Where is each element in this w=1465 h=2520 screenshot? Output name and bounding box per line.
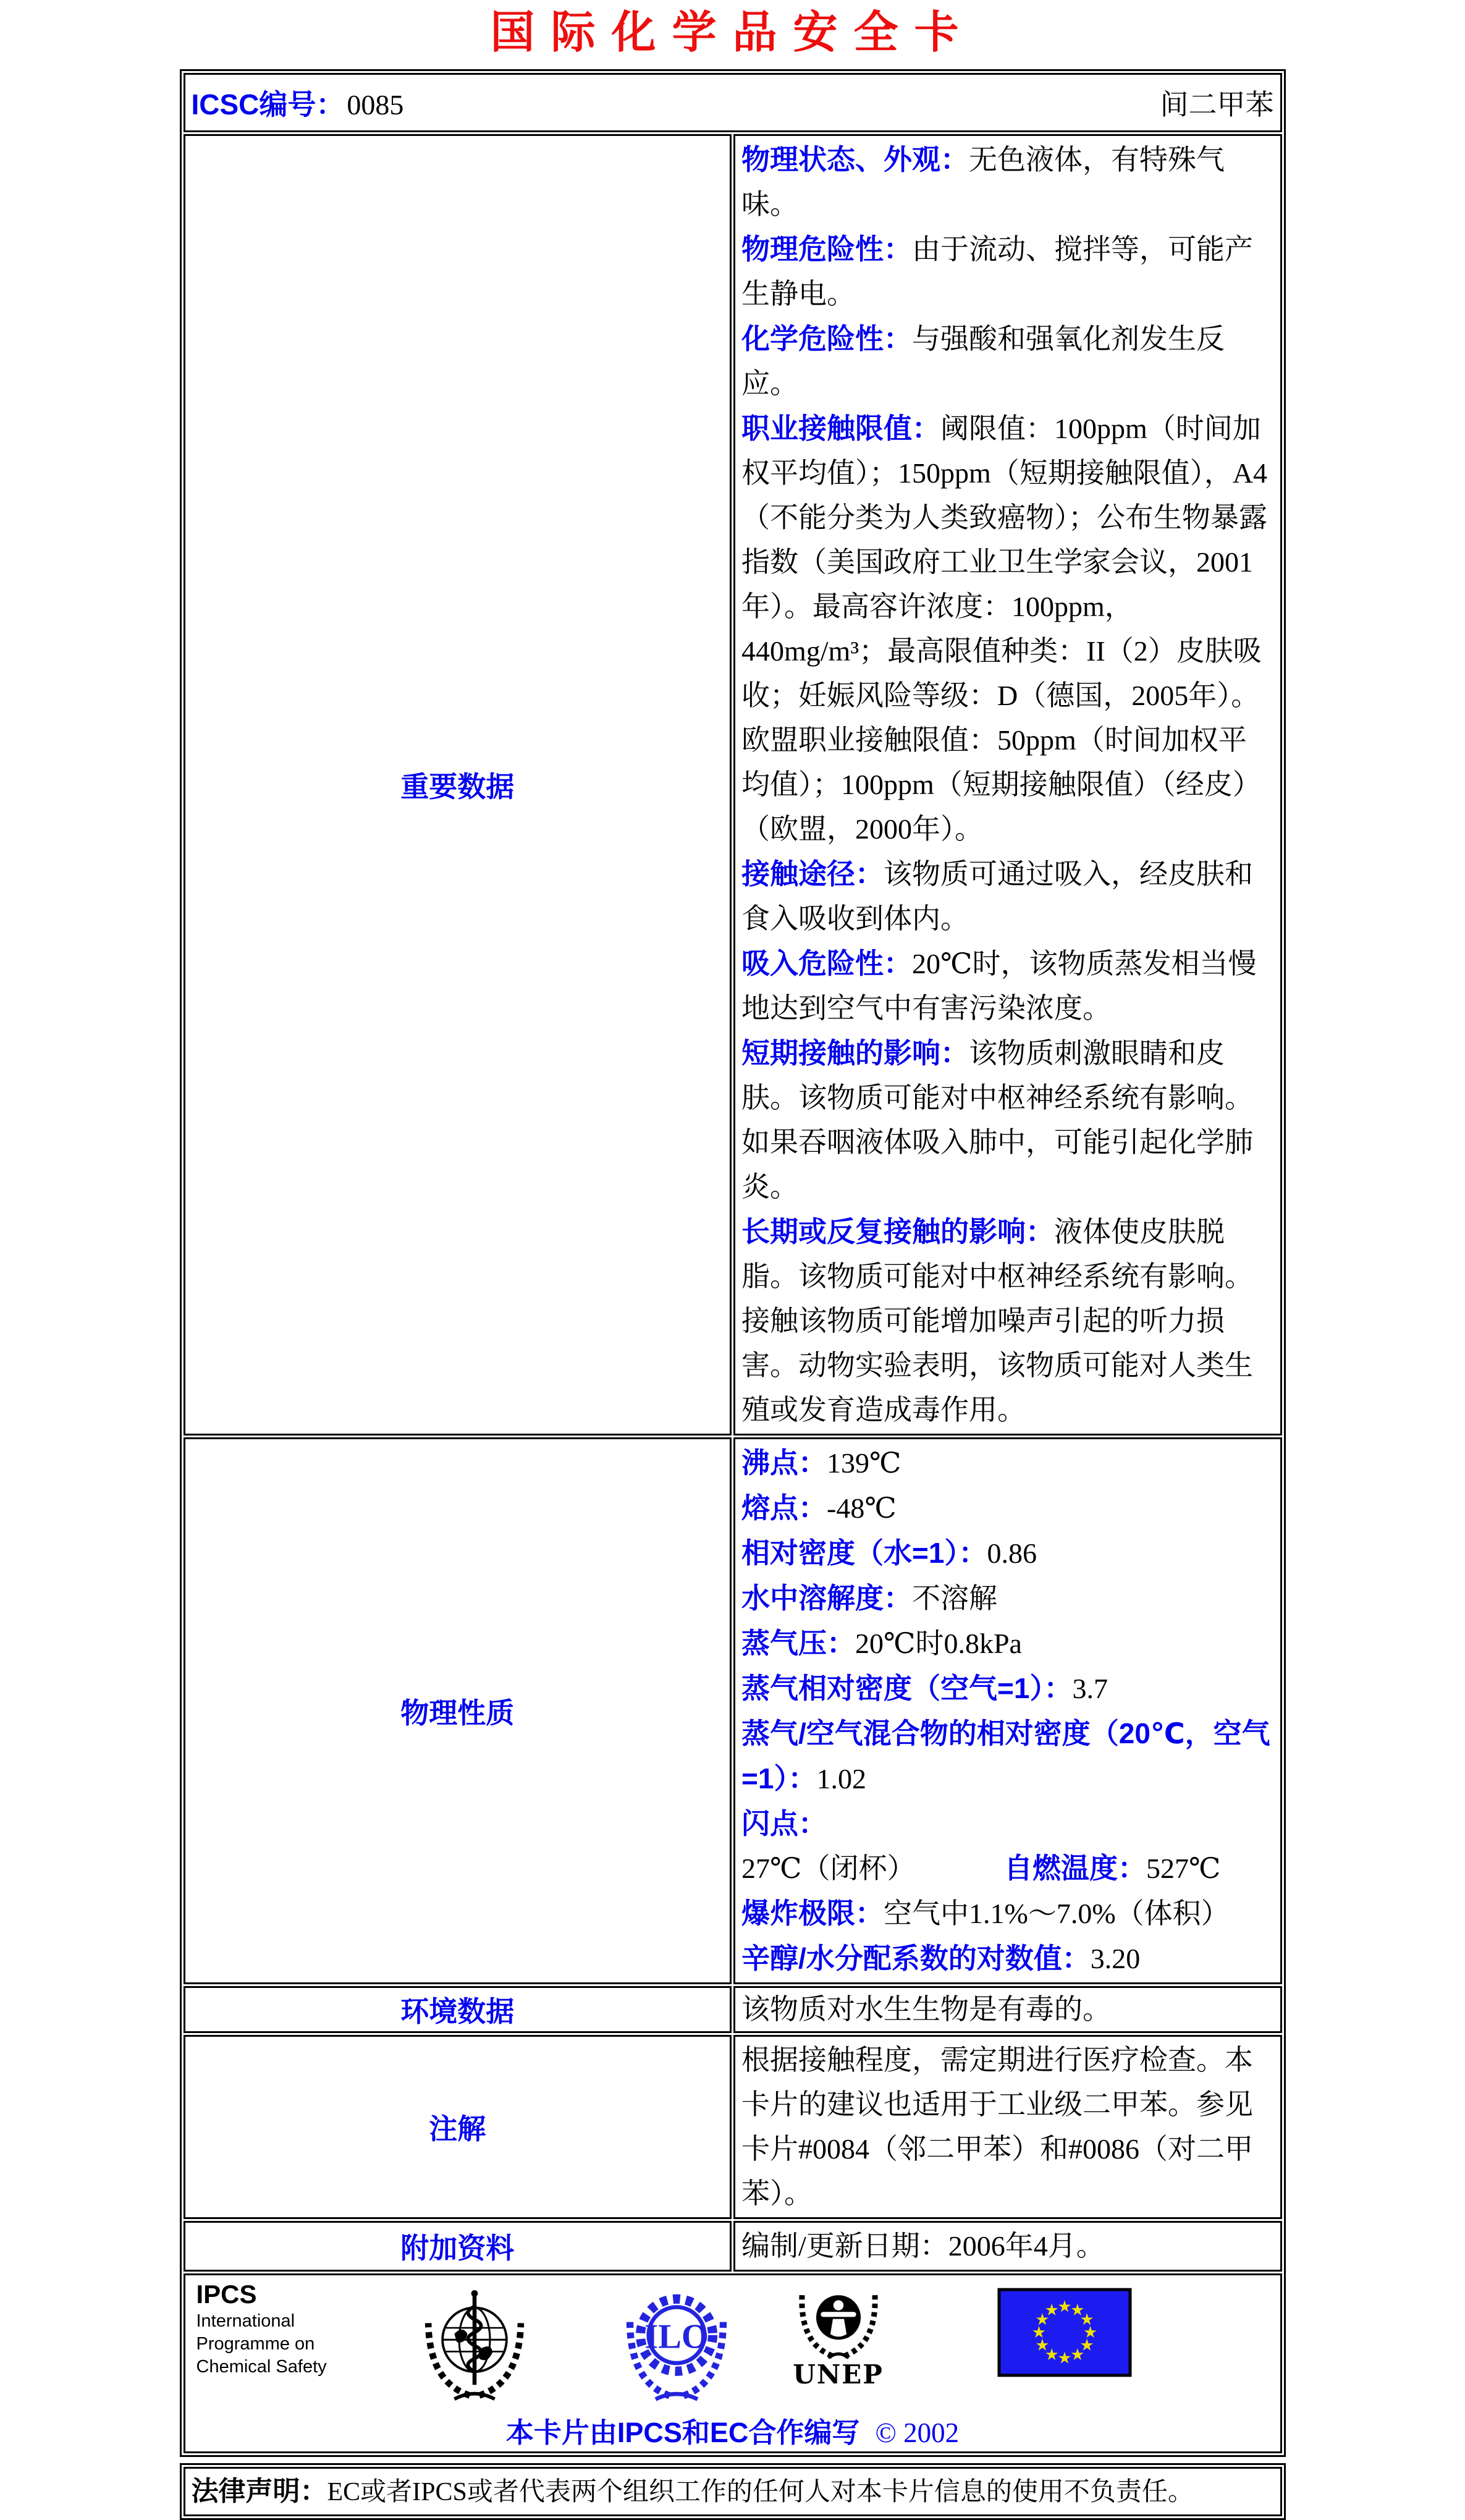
- field-value: 该物质可通过吸入，经皮肤和食入吸收到体内。: [741, 858, 1253, 934]
- eu-flag-icon: [997, 2288, 1132, 2377]
- field-label: 蒸气/空气混合物的相对密度（20℃，空气=1）：: [741, 1717, 1270, 1795]
- field-label: 物理危险性：: [741, 233, 912, 265]
- field-value: 空气中1.1%～7.0%（体积）: [884, 1898, 1230, 1929]
- ipcs-title: IPCS: [196, 2280, 257, 2309]
- page-title: 国际化学品安全卡: [490, 6, 975, 58]
- ilo-logo-text: ILO: [644, 2317, 709, 2356]
- ipcs-subtitle-line: Chemical Safety: [196, 2357, 327, 2377]
- field-value: 27℃（闭杯）: [741, 1853, 916, 1884]
- field-value: 与强酸和强氧化剂发生反应。: [741, 323, 1225, 399]
- additional-info-content: [733, 2221, 1282, 2272]
- field-value: 阈限值：100ppm（时间加权平均值）；150ppm（短期接触限值），A4（不能分类为人类致癌物）；公布生物暴露指数（美国政府工业卫生学家会议，2001年）。最高容许浓度：100ppm，440mg/m³；最高限值种类：II（2）皮肤吸收；妊娠风险等级：D（德国，2005年）。欧盟职业接触限值：50ppm（时间加权平均值）；100ppm（短期接触限值）（经皮）（欧盟，2000年）。: [741, 413, 1267, 845]
- property-line: [741, 1486, 1274, 1531]
- data-line: [741, 137, 1274, 227]
- field-value: 3.20: [1090, 1943, 1141, 1974]
- legal-notice-cell: [184, 2467, 1282, 2516]
- field-value: 139℃: [827, 1447, 901, 1479]
- footer-logos: [192, 2277, 1274, 2406]
- field-label: 短期接触的影响：: [741, 1037, 969, 1069]
- field-value: 该物质刺激眼睛和皮肤。该物质可能对中枢神经系统有影响。如果吞咽液体吸入肺中，可能引起化学肺炎。: [741, 1038, 1253, 1203]
- data-line: [741, 227, 1274, 316]
- icsc-number-group: [192, 82, 404, 123]
- property-line: [741, 1440, 1274, 1486]
- field-label: 爆炸极限：: [741, 1897, 884, 1929]
- icsc-number-value: 0085: [347, 89, 404, 121]
- autoignition-pair: [1004, 1853, 1220, 1884]
- field-label: 自燃温度：: [1004, 1852, 1147, 1884]
- legal-notice-label: 法律声明：: [191, 2476, 327, 2506]
- field-label: 水中溶解度：: [741, 1582, 912, 1614]
- field-label: 蒸气相对密度（空气=1）：: [741, 1672, 1073, 1704]
- ipcs-subtitle-line: International: [196, 2311, 295, 2331]
- notes-content: [733, 2035, 1282, 2219]
- field-label: 吸入危险性：: [741, 947, 912, 979]
- physical-properties-row: [184, 1437, 1282, 1984]
- icsc-page: [0, 6, 1465, 2506]
- property-line: [741, 1576, 1274, 1621]
- environmental-data-content: [733, 1986, 1282, 2033]
- notes-row: [184, 2035, 1282, 2219]
- property-line: [741, 1711, 1274, 1801]
- field-value: 不溶解: [912, 1583, 997, 1614]
- section-label-important-data: 重要数据: [184, 134, 732, 1435]
- field-value: 0.86: [987, 1537, 1037, 1569]
- credit-text: 本卡片由IPCS和EC合作编写: [505, 2417, 860, 2448]
- section-label-environmental-data: 环境数据: [184, 1986, 732, 2033]
- field-label: 蒸气压：: [741, 1627, 855, 1659]
- header-cell: [184, 73, 1282, 132]
- credit-line: [192, 2410, 1274, 2450]
- field-label: 职业接触限值：: [741, 412, 940, 444]
- important-data-row: [184, 134, 1282, 1435]
- field-label: 闪点：: [741, 1808, 827, 1840]
- ipcs-block: [196, 2279, 362, 2378]
- field-label: 熔点：: [741, 1492, 827, 1524]
- data-line: [741, 1031, 1274, 1209]
- field-value: 20℃时，该物质蒸发相当慢地达到空气中有害污染浓度。: [741, 948, 1257, 1024]
- section-label-physical-properties: 物理性质: [184, 1437, 732, 1984]
- header-row: [184, 73, 1282, 132]
- field-value: 20℃时0.8kPa: [855, 1628, 1022, 1659]
- flash-point-pair: [741, 1801, 997, 1891]
- legal-notice-text: EC或者IPCS或者代表两个组织工作的任何人对本卡片信息的使用不负责任。: [327, 2477, 1194, 2506]
- update-date-line: [741, 2224, 1274, 2268]
- important-data-content: [733, 134, 1282, 1435]
- update-date-label: 编制/更新日期：: [741, 2230, 948, 2262]
- icsc-number-label: ICSC编号：: [191, 88, 345, 121]
- field-value: 液体使皮肤脱脂。该物质可能对中枢神经系统有影响。接触该物质可能增加噪声引起的听力损害。动物实验表明，该物质可能对人类生殖或发育造成毒作用。: [741, 1216, 1253, 1426]
- footer-cell: [184, 2273, 1282, 2453]
- unep-logo-icon: [788, 2279, 889, 2360]
- field-label: 辛醇/水分配系数的对数值：: [741, 1942, 1091, 1974]
- field-value: 1.02: [816, 1763, 866, 1795]
- property-line: [741, 1531, 1274, 1576]
- notes-text: 根据接触程度，需定期进行医疗检查。本卡片的建议也适用于工业级二甲苯。参见卡片#0084（邻二甲苯）和#0086（对二甲苯）。: [741, 2044, 1253, 2209]
- field-value: 527℃: [1146, 1853, 1221, 1884]
- property-line: [741, 1891, 1274, 1936]
- copyright-text: © 2002: [875, 2417, 960, 2448]
- field-value: 由于流动、搅拌等，可能产生静电。: [741, 234, 1253, 310]
- update-date-value: 2006年4月。: [948, 2230, 1105, 2262]
- icsc-card-table: [180, 69, 1286, 2457]
- chemical-name: 间二甲苯: [1160, 89, 1274, 121]
- legal-notice-table: [180, 2463, 1286, 2520]
- field-label: 沸点：: [741, 1447, 827, 1479]
- section-label-notes: 注解: [184, 2035, 732, 2219]
- footer-row: [184, 2273, 1282, 2453]
- field-label: 接触途径：: [741, 858, 884, 890]
- field-label: 物理状态、外观：: [741, 143, 969, 175]
- data-line: [741, 1209, 1274, 1432]
- unep-logo-text: UNEP: [793, 2359, 884, 2390]
- property-line: [741, 1936, 1274, 1981]
- field-label: 相对密度（水=1）：: [741, 1537, 987, 1569]
- legal-notice-row: [184, 2467, 1282, 2516]
- additional-info-row: [184, 2221, 1282, 2272]
- field-value: 3.7: [1072, 1673, 1108, 1704]
- environmental-data-text: 该物质对水生生物是有毒的。: [741, 1994, 1111, 2025]
- field-label: 化学危险性：: [741, 323, 912, 355]
- legal-notice-line: [192, 2473, 1274, 2511]
- data-line: [741, 406, 1274, 852]
- data-line: [741, 852, 1274, 941]
- property-line: [741, 1666, 1274, 1711]
- field-value: -48℃: [827, 1492, 897, 1524]
- ipcs-subtitle-line: Programme on: [196, 2334, 315, 2354]
- field-value: 无色液体，有特殊气味。: [741, 144, 1225, 220]
- unep-logo: [786, 2279, 891, 2389]
- environmental-data-row: [184, 1986, 1282, 2033]
- data-line: [741, 316, 1274, 406]
- property-line-flash-auto: [741, 1801, 1274, 1891]
- section-label-additional-info: 附加资料: [184, 2221, 732, 2272]
- data-line: [741, 941, 1274, 1031]
- property-line: [741, 1621, 1274, 1666]
- field-label: 长期或反复接触的影响：: [741, 1216, 1054, 1248]
- who-logo-icon: [415, 2280, 534, 2406]
- ilo-logo-icon: [618, 2281, 735, 2405]
- physical-properties-content: [733, 1437, 1282, 1984]
